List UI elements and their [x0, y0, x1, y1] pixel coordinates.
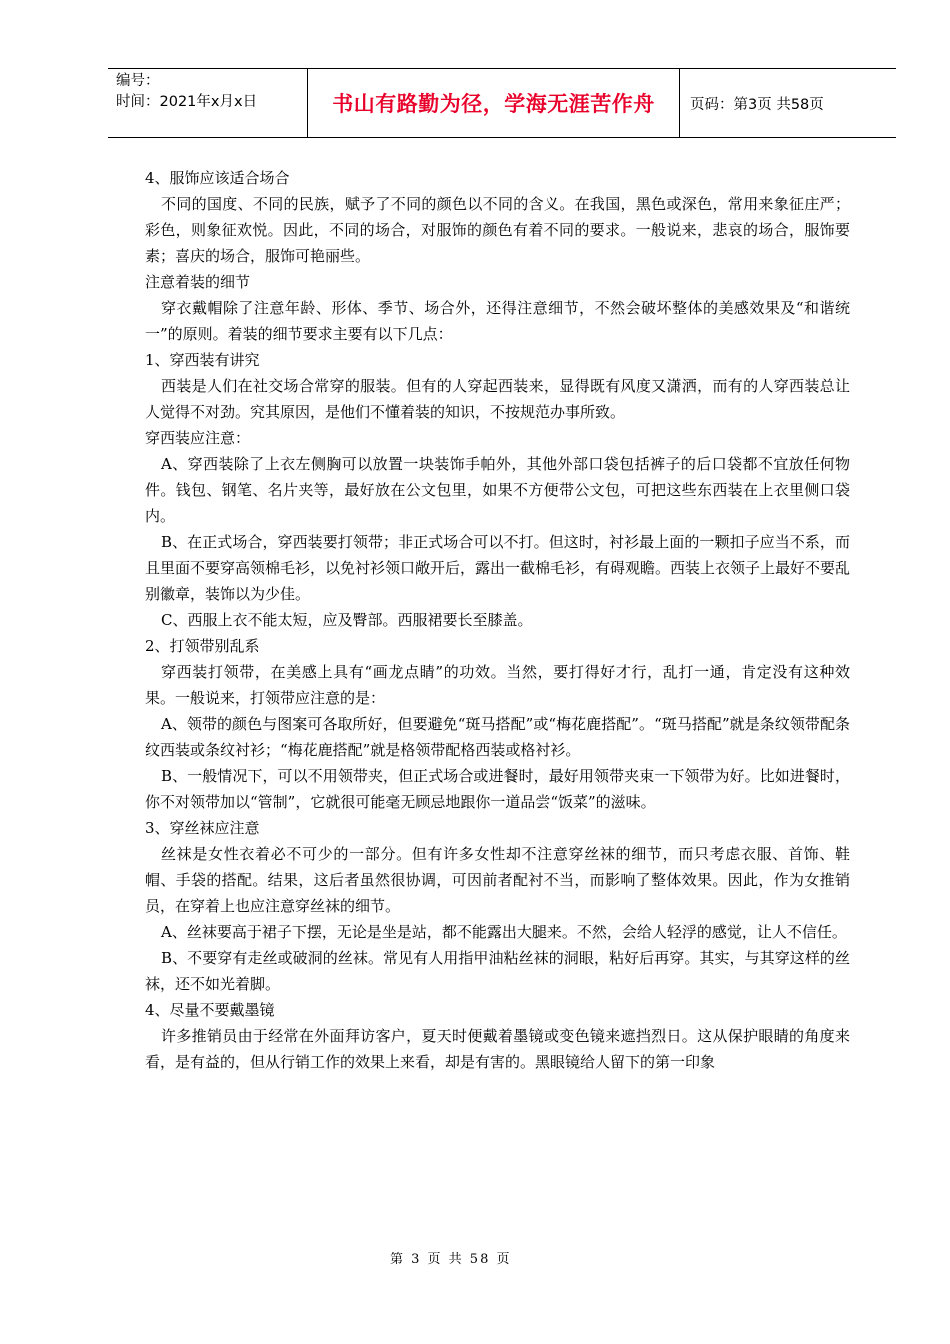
document-time-label: 时间：2021年x月x日: [116, 94, 258, 110]
section-heading: 2、打领带别乱系: [145, 637, 260, 655]
section-heading: 3、穿丝袜应注意: [145, 819, 260, 837]
header-table: [108, 68, 896, 138]
paragraph: 穿西装打领带，在美感上具有“画龙点睛”的功效。当然，要打得好才行，乱打一通，肯定没有这种效果。一般说来，打领带应注意的是：: [145, 663, 850, 707]
paragraph: 穿衣戴帽除了注意年龄、形体、季节、场合外，还得注意细节，不然会破坏整体的美感效果及“和谐统一”的原则。着装的细节要求主要有以下几点：: [145, 299, 850, 343]
header-page-info: 页码：第3页 共58页: [690, 96, 824, 113]
page-footer: 第 3 页 共 58 页: [390, 1252, 512, 1267]
section-heading: 4、服饰应该适合场合: [145, 169, 290, 187]
list-item: A、穿西装除了上衣左侧胸可以放置一块装饰手帕外，其他外部口袋包括裤子的后口袋都不宜放任何物件。钱包、钢笔、名片夹等，最好放在公文包里，如果不方便带公文包，可把这些东西装在上衣里侧口袋内。: [145, 455, 850, 525]
header-meta-cell: [108, 69, 308, 137]
document-number-label: 编号：: [116, 73, 160, 89]
header-motto: 书山有路勤为径，学海无涯苦作舟: [308, 69, 680, 137]
paragraph: 西装是人们在社交场合常穿的服装。但有的人穿起西装来，显得既有风度又潇洒，而有的人穿西装总让人觉得不对劲。究其原因，是他们不懂着装的知识，不按规范办事所致。: [145, 377, 850, 421]
list-item: C、西服上衣不能太短，应及臀部。西服裙要长至膝盖。: [161, 611, 533, 629]
list-item: B、在正式场合，穿西装要打领带；非正式场合可以不打。但这时，衬衫最上面的一颗扣子应当不系，而且里面不要穿高领棉毛衫，以免衬衫领口敞开后，露出一截棉毛衫，有碍观瞻。西装上衣领子上最好不要乱别徽章，装饰以为少佳。: [145, 533, 851, 603]
section-heading: 1、穿西装有讲究: [145, 351, 260, 369]
list-item: B、一般情况下，可以不用领带夹，但正式场合或进餐时，最好用领带夹束一下领带为好。比如进餐时，你不对领带加以“管制”，它就很可能毫无顾忌地跟你一道品尝“饭菜”的滋味。: [145, 767, 850, 811]
list-item: B、不要穿有走丝或破洞的丝袜。常见有人用指甲油粘丝袜的洞眼，粘好后再穿。其实，与其穿这样的丝袜，还不如光着脚。: [145, 949, 850, 993]
list-item: A、领带的颜色与图案可各取所好，但要避免“斑马搭配”或“梅花鹿搭配”。“斑马搭配”就是条纹领带配条纹西装或条纹衬衫；“梅花鹿搭配”就是格领带配格西装或格衬衫。: [145, 715, 850, 759]
section-heading: 注意着装的细节: [145, 273, 251, 291]
section-heading: 4、尽量不要戴墨镜: [145, 1001, 275, 1019]
paragraph: 丝袜是女性衣着必不可少的一部分。但有许多女性却不注意穿丝袜的细节，而只考虑衣服、首饰、鞋帽、手袋的搭配。结果，这后者虽然很协调，可因前者配衬不当，而影响了整体效果。因此，作为女推销员，在穿着上也应注意穿丝袜的细节。: [145, 845, 850, 915]
paragraph: 许多推销员由于经常在外面拜访客户，夏天时便戴着墨镜或变色镜来遮挡烈日。这从保护眼睛的角度来看，是有益的，但从行销工作的效果上来看，却是有害的。黑眼镜给人留下的第一印象: [145, 1027, 850, 1071]
list-item: A、丝袜要高于裙子下摆，无论是坐是站，都不能露出大腿来。不然，会给人轻浮的感觉，让人不信任。: [161, 923, 847, 941]
document-body: [145, 165, 850, 1075]
paragraph: 不同的国度、不同的民族，赋予了不同的颜色以不同的含义。在我国，黑色或深色，常用来象征庄严；彩色，则象征欢悦。因此，不同的场合，对服饰的颜色有着不同的要求。一般说来，悲哀的场合，服饰要素；喜庆的场合，服饰可艳丽些。: [145, 195, 850, 265]
section-heading: 穿西装应注意：: [145, 429, 251, 447]
